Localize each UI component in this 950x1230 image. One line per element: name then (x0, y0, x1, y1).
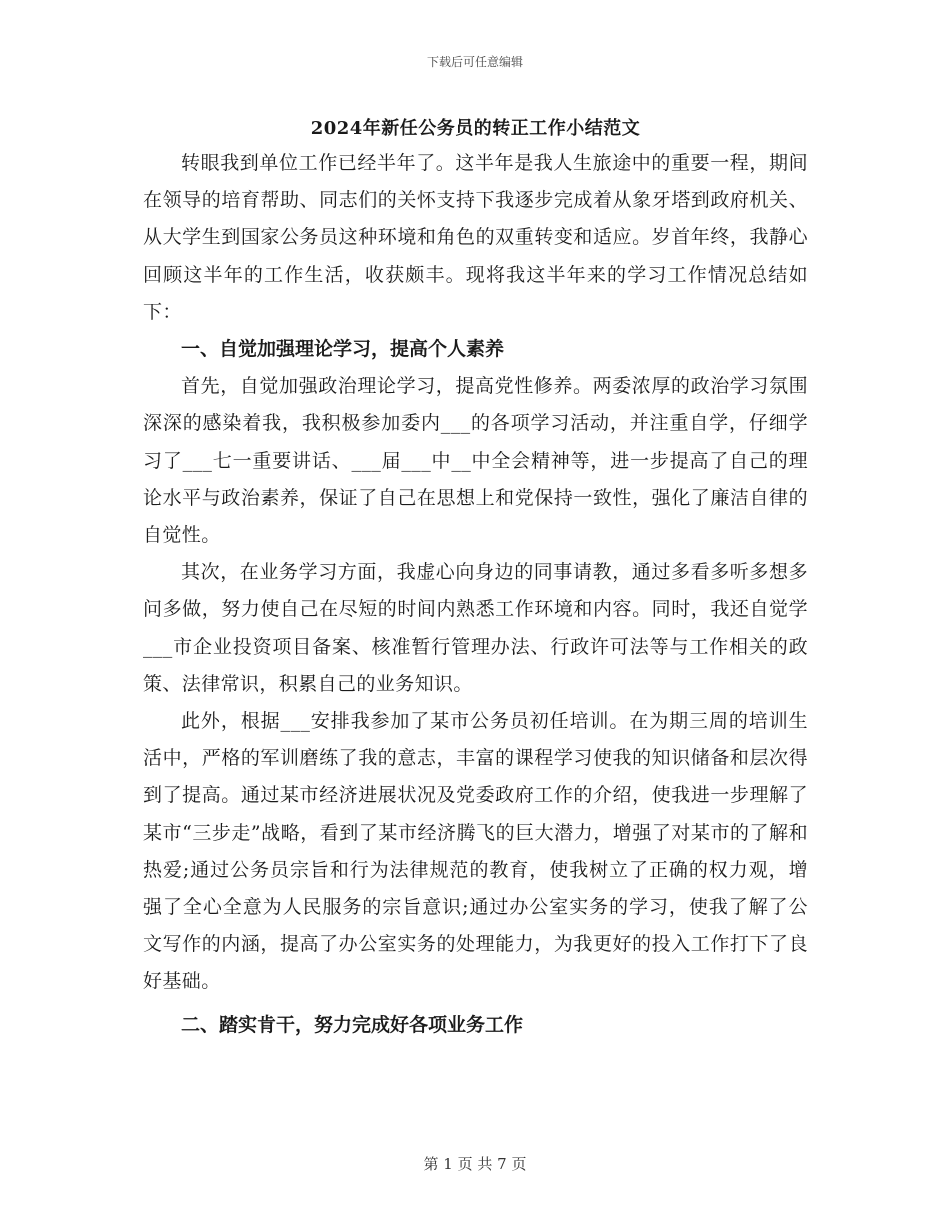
section-1-heading: 一、自觉加强理论学习，提高个人素养 (181, 338, 505, 361)
intro-paragraph: 转眼我到单位工作已经半年了。这半年是我人生旅途中的重要一程，期间在领导的培育帮助、同志们的关怀支持下我逐步完成着从象牙塔到政府机关、从大学生到国家公务员这种环境和角色的双重转变和适应。岁首年终，我静心回顾这半年的工作生活，收获颇丰。现将我这半年来的学习工作情况总结如下： (143, 152, 808, 323)
section-2-heading: 二、踏实肯干，努力完成好各项业务工作 (181, 1013, 524, 1036)
section-1-paragraph-3: 此外，根据___安排我参加了某市公务员初任培训。在为期三周的培训生活中，严格的军训磨练了我的意志，丰富的课程学习使我的知识储备和层次得到了提高。通过某市经济进展状况及党委政府工作的介绍，使我进一步理解了某市“三步走”战略，看到了某市经济腾飞的巨大潜力，增强了对某市的了解和热爱;通过公务员宗旨和行为法律规范的教育，使我树立了正确的权力观，增强了全心全意为人民服务的宗旨意识;通过办公室实务的学习，使我了解了公文写作的内涵，提高了办公室实务的处理能力，为我更好的投入工作打下了良好基础。 (143, 710, 808, 993)
document-body (143, 113, 808, 1044)
header-note: 下载后可任意编辑 (426, 55, 523, 69)
document-title: 2024年新任公务员的转正工作小结范文 (310, 118, 641, 139)
section-1-paragraph-2: 其次，在业务学习方面，我虚心向身边的同事请教，通过多看多听多想多问多做，努力使自己在尽短的时间内熟悉工作环境和内容。同时，我还自觉学___市企业投资项目备案、核准暂行管理办法、行政许可法等与工作相关的政策、法律常识，积累自己的业务知识。 (143, 561, 808, 695)
section-1-paragraph-1: 首先，自觉加强政治理论学习，提高党性修养。两委浓厚的政治学习氛围深深的感染着我，我积极参加委内___的各项学习活动，并注重自学，仔细学习了___七一重要讲话、___届___中__中全会精神等，进一步提高了自己的理论水平与政治素养，保证了自己在思想上和党保持一致性，强化了廉洁自律的自觉性。 (143, 375, 808, 547)
page-number: 第 1 页 共 7 页 (423, 1155, 527, 1173)
